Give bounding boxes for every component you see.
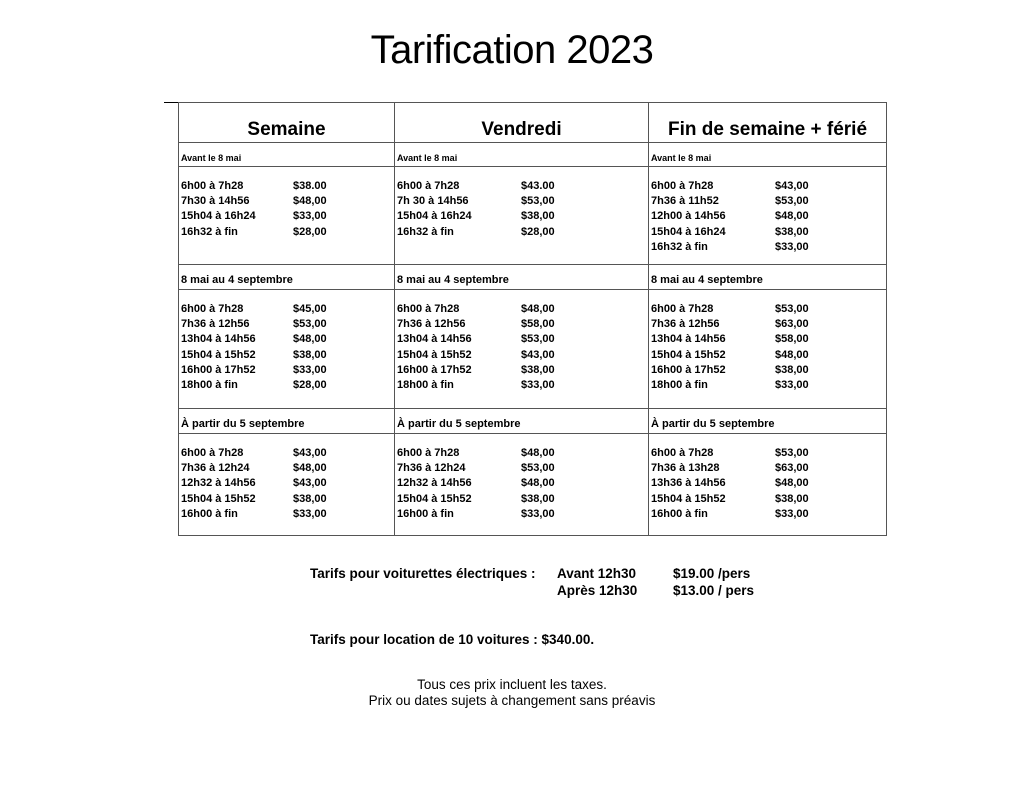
price: $53,00 [775,195,809,208]
header-row [179,103,887,143]
section-label: Avant le 8 mai [179,143,395,167]
price: $43,00 [293,477,327,490]
price-line [397,332,648,347]
section-label: Avant le 8 mai [395,143,649,167]
price-line [397,317,648,332]
price: $43.00 [521,180,555,192]
price-row [179,167,887,265]
price-row [179,434,887,536]
time-range: 15h04 à 15h52 [397,492,472,505]
price-line [651,446,886,461]
price-cell [395,290,649,409]
price-line [181,378,394,393]
price-line [651,240,886,255]
price-cell [179,167,395,265]
time-range: 16h00 à 17h52 [651,363,726,376]
price: $33,00 [521,379,555,392]
taxes-note: Tous ces prix incluent les taxes. [417,677,607,692]
price-line [651,507,886,522]
price-line [651,317,886,332]
time-range: 16h32 à fin [397,225,454,238]
price: $43,00 [775,180,809,192]
price: $48,00 [293,195,327,208]
price-line [181,492,394,507]
page-title: Tarification 2023 [370,28,654,72]
time-range: 15h04 à 15h52 [397,348,472,361]
price: $53,00 [521,333,555,346]
price-line [651,461,886,476]
price-line [181,332,394,347]
price-line [651,476,886,491]
price-line [397,461,648,476]
price: $33,00 [293,507,327,520]
price: $53,00 [293,318,327,331]
time-range: 15h04 à 15h52 [651,492,726,505]
price: $43,00 [521,348,555,361]
time-range: 7h 30 à 14h56 [397,195,469,208]
column-header-semaine: Semaine [179,103,395,143]
price: $53,00 [521,195,555,208]
column-header-fin-de-semaine: Fin de semaine + férié [649,103,887,143]
price-cell [649,167,887,265]
price: $48,00 [521,477,555,490]
price-line [397,446,648,461]
pricing-table [178,102,887,536]
time-range: 7h36 à 12h56 [651,318,720,331]
price-line [181,446,394,461]
price-line [181,194,394,209]
price: $48,00 [521,303,555,315]
price-line [181,179,394,194]
time-range: 6h00 à 7h28 [181,303,244,315]
price: $33,00 [293,363,327,376]
price-line [651,302,886,317]
price: $38,00 [293,492,327,505]
price: $33,00 [521,507,555,520]
price-cell [179,434,395,536]
time-range: 12h00 à 14h56 [651,210,726,223]
time-range: 16h32 à fin [181,225,238,238]
price-line [397,302,648,317]
price: $63,00 [775,462,809,475]
price-line [181,302,394,317]
cart-after-label: Après 12h30 [557,583,638,598]
price: $48,00 [775,348,809,361]
cart-rates-label: Tarifs pour voiturettes électriques : [310,566,536,581]
time-range: 7h36 à 11h52 [651,195,719,208]
time-range: 13h04 à 14h56 [181,333,256,346]
time-range: 12h32 à 14h56 [181,477,256,490]
price-line [651,225,886,240]
price-cell [395,434,649,536]
price: $38,00 [521,210,555,223]
price-line [397,348,648,363]
price: $48,00 [775,210,809,223]
section-label-row [179,409,887,434]
time-range: 6h00 à 7h28 [651,303,714,315]
time-range: 7h30 à 14h56 [181,195,250,208]
cart-before-price: $19.00 /pers [673,566,751,581]
time-range: 18h00 à fin [651,379,708,392]
time-range: 6h00 à 7h28 [397,303,460,315]
price: $58,00 [521,318,555,331]
time-range: 6h00 à 7h28 [651,180,714,192]
price-line [397,507,648,522]
price: $38,00 [775,492,809,505]
price: $53,00 [521,462,555,475]
price-line [181,317,394,332]
price: $53,00 [775,303,809,315]
price-line [651,363,886,378]
price-cell [649,434,887,536]
price-line [651,179,886,194]
section-label: 8 mai au 4 septembre [179,265,395,290]
cart-after-price: $13.00 / pers [673,583,755,598]
price-cell [649,290,887,409]
price: $45,00 [293,303,327,315]
price-line [397,363,648,378]
time-range: 18h00 à fin [181,379,238,392]
price: $33,00 [293,210,327,223]
price-line [651,378,886,393]
price-line [651,209,886,224]
price-line [397,209,648,224]
price: $48,00 [521,447,555,459]
price: $38,00 [775,225,809,238]
time-range: 16h00 à 17h52 [181,363,256,376]
time-range: 16h00 à fin [651,507,708,520]
time-range: 6h00 à 7h28 [397,180,460,192]
price-line [181,209,394,224]
time-range: 12h32 à 14h56 [397,477,472,490]
price-line [651,348,886,363]
time-range: 15h04 à 15h52 [181,348,256,361]
time-range: 16h00 à fin [181,507,238,520]
change-notice: Prix ou dates sujets à changement sans préavis [368,693,656,708]
section-label: À partir du 5 septembre [395,409,649,434]
price: $48,00 [293,462,327,475]
time-range: 18h00 à fin [397,379,454,392]
time-range: 13h04 à 14h56 [397,333,472,346]
cart-before-label: Avant 12h30 [557,566,637,581]
price: $38,00 [521,492,555,505]
price-line [397,179,648,194]
time-range: 13h04 à 14h56 [651,333,726,346]
price-line [397,492,648,507]
time-range: 15h04 à 15h52 [651,348,726,361]
time-range: 15h04 à 16h24 [651,225,726,238]
price-line [181,476,394,491]
price-line [397,378,648,393]
price: $28,00 [293,379,327,392]
price: $48,00 [775,477,809,490]
price-line [181,507,394,522]
price-line [181,348,394,363]
price-line [181,461,394,476]
time-range: 7h36 à 12h24 [397,462,466,475]
price-line [651,194,886,209]
time-range: 7h36 à 12h56 [397,318,466,331]
time-range: 6h00 à 7h28 [651,447,714,459]
price-cell [395,167,649,265]
time-range: 16h00 à fin [397,507,454,520]
price-line [651,332,886,347]
time-range: 13h36 à 14h56 [651,477,726,490]
price: $28,00 [293,225,327,238]
price: $38,00 [521,363,555,376]
time-range: 6h00 à 7h28 [181,180,244,192]
price: $58,00 [775,333,809,346]
section-label: À partir du 5 septembre [649,409,887,434]
price: $43,00 [293,447,327,459]
time-range: 7h36 à 12h56 [181,318,250,331]
time-range: 7h36 à 12h24 [181,462,250,475]
price-line [397,476,648,491]
section-label-row [179,265,887,290]
time-range: 6h00 à 7h28 [181,447,244,459]
price: $28,00 [521,225,555,238]
column-header-vendredi: Vendredi [395,103,649,143]
section-label: Avant le 8 mai [649,143,887,167]
price: $38,00 [775,363,809,376]
price: $33,00 [775,240,809,253]
price: $38.00 [293,180,327,192]
price-line [181,363,394,378]
time-range: 7h36 à 13h28 [651,462,720,475]
section-label: À partir du 5 septembre [179,409,395,434]
section-label: 8 mai au 4 septembre [395,265,649,290]
price: $33,00 [775,379,809,392]
rental-rate: Tarifs pour location de 10 voitures : $340.00. [310,632,595,647]
price-line [397,194,648,209]
price: $63,00 [775,318,809,331]
time-range: 16h00 à 17h52 [397,363,472,376]
price-line [181,225,394,240]
time-range: 16h32 à fin [651,240,708,253]
price: $48,00 [293,333,327,346]
time-range: 15h04 à 15h52 [181,492,256,505]
time-range: 15h04 à 16h24 [397,210,472,223]
price: $38,00 [293,348,327,361]
price-cell [179,290,395,409]
time-range: 6h00 à 7h28 [397,447,460,459]
section-label-row [179,143,887,167]
price: $33,00 [775,507,809,520]
time-range: 15h04 à 16h24 [181,210,256,223]
price: $53,00 [775,447,809,459]
price-row [179,290,887,409]
section-label: 8 mai au 4 septembre [649,265,887,290]
price-line [651,492,886,507]
price-line [397,225,648,240]
